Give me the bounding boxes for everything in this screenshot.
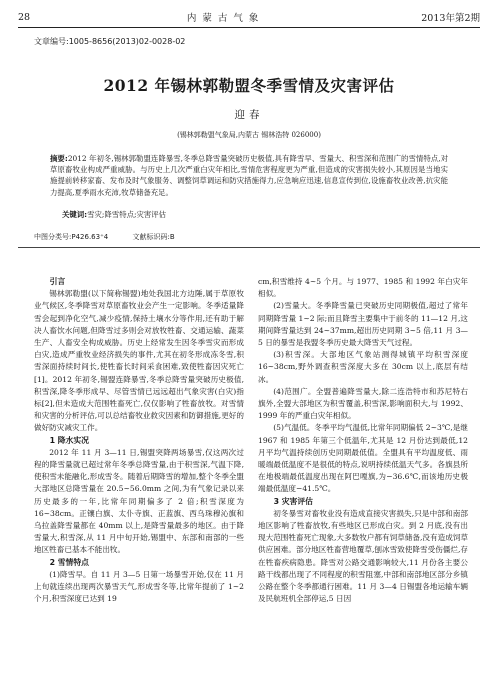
page-number: 28 xyxy=(18,11,31,23)
section-heading: 2 雪情特点 xyxy=(49,557,89,567)
left-column xyxy=(34,276,244,605)
author-name: 迎春 xyxy=(234,109,264,121)
right-column xyxy=(258,276,468,605)
keywords-label: 关键词: xyxy=(62,210,88,219)
section-rule xyxy=(18,247,480,248)
issue-label: 2013年第2期 xyxy=(421,13,480,24)
body-paragraph: (2)雪量大。冬季降雪量已突破历史同期极值,超过了常年同期降雪量 1~2 际;而且降雪主要集中于前冬的 11—12 月,这期间降雪量达到 24~37mm,超出历史同期 3~5 倍,11 月 3—5 日的暴雪是我盟冬季历史最大降雪天气过程。 xyxy=(258,301,468,348)
section-heading: 引言 xyxy=(49,277,66,286)
body-paragraph: 2012 年 11 月 3—11 日,锡盟突降两场暴雪,仅这两次过程的降雪量就已超过常年冬季总降雪量,由于积雪深,气温下降,使积雪未能融化,形成雪冬。随着后期降雪的增加,整个冬季全盟大部地区总降雪量在 20.5~56.0mm 之间,为有气象记录以来历史最多的一年,比常年同期偏多了 2 倍;积雪深度为 16~38cm。正镶白旗、太仆寺旗、正蓝旗、西乌珠穆沁旗和乌拉盖降雪量都在 40mm 以上,是降雪量最多的地区。由于降雪量大,积雪深,从 11 月中旬开始,锡盟中、东部和南部的一些地区牲畜已基本不能出牧。 xyxy=(34,447,244,555)
body-paragraph: cm,积雪维持 4~5 个月。与 1977、1985 和 1992 年白灾年相似。 xyxy=(258,277,468,299)
article-number: 文章编号:1005-8656(2013)02-0028-02 xyxy=(34,37,186,46)
body-paragraph: (1)降雪早。自 11 月 3—5 日第一场暴雪开始,仅在 11 月上旬就连续出现两次暴雪天气,形成雪冬等,比常年提前了 1~2 个月,积雪深度已达到 19 xyxy=(34,569,244,604)
clc-number: 中图分类号:P426.63⁺4 xyxy=(34,233,109,241)
abstract-text: 2012 年初冬,锡林郭勒盟连降暴雪,冬季总降雪量突破历史极值,具有降雪早、雪量大、积雪深和范围广的雪情特点,对草原畜牧业构成严重威胁。与历史上几次严重白灾年相比,雪情危害程度更为严重,但造成的灾害损失较小,其原因是当地实施提前转移家畜、发布及时气象服务、调整饲草调运和防灾措施得力,应急响应迅速,信息宣传到位,设施畜牧业改善,抗灾能力提高,夏季雨水充沛,牧草储备充足。 xyxy=(50,154,448,197)
section-heading: 1 降水实况 xyxy=(49,435,89,445)
journal-name: 内蒙古气象 xyxy=(186,13,265,24)
header-rule xyxy=(18,27,480,28)
running-header xyxy=(18,8,480,26)
abstract-label: 摘要: xyxy=(50,154,68,163)
affiliation: (锡林郭勒盟气象局,内蒙古 锡林浩特 026000) xyxy=(177,131,321,139)
section-heading: 3 灾害评估 xyxy=(273,496,313,506)
keywords xyxy=(62,209,166,220)
classification-line xyxy=(34,232,197,242)
paper-title: 2012 年锡林郭勒盟冬季雪情及灾害评估 xyxy=(103,76,395,95)
keywords-text: 雪灾;降雪特点;灾害评估 xyxy=(87,210,167,219)
body-paragraph: 初冬暴雪对畜牧业没有造成直接灾害损失,只是中部和南部地区影响了牲畜放牧,有些地区已形成白灾。到 2 月底,没有出现大范围牲畜死亡现象,大多数牧户都有饲草储备,没有造成饲草供应困难。部分地区牲畜营地覆草,刨冰雪致使降雪受伤僵烂,存在牲畜疾病隐患。降雪对公路交通影响较大,11 月份各主要公路干线都出现了不同程度的积雪阻塞,中部和南部地区部分乡镇公路在整个冬季都通行困难。11 月 3—4 日锡盟各地运输车辆及民航班机全部停运,5 日因 xyxy=(258,508,468,604)
abstract xyxy=(50,153,448,198)
body-paragraph: 锡林郭勒盟(以下简称锡盟)地处我国北方边陲,属于草原牧业气候区,冬季降雪对草原畜牧业会产生一定影响。冬季适量降雪会起到净化空气,减少疫情,保持土壤水分等作用,还有助于解决人畜饮水问题,但降雪过多则会对放牧牲畜、交通运输、蔬菜生产、人畜安全构成威胁。历史上经常发生因冬季雪灾而形成白灾,造成严重牧业经济损失的事件,尤其在初冬形成冻冬雪,积雪深面持续时间长,使牲畜长时间采食困难,致使牲畜因灾死亡[1]。2012 年初冬,锡盟连降暴雪,冬季总降雪量突破历史极值,积雪深,降冬季形成早、尽管雪情已远远超出气象灾害(白灾)指标[2],但未造成大范围牲畜死亡,仅仅影响了牲畜放牧。对雪情和灾害的分析评估,可以总结畜牧业救灾因素和防御措施,更好的做好防灾减灾工作。 xyxy=(34,289,244,433)
body-paragraph: (3)积雪深。大部地区气象站测得城镇平均积雪深度 16~38cm,野外调查积雪深度大多在 30cm 以上,底层有结冰。 xyxy=(258,350,468,384)
body-paragraph: (5)气温低。冬季平均气温低,比常年同期偏低 2~3℃,是继 1967 和 1985 年第三个低温年,尤其是 12 月份达到最低,12 月平均气温持续创历史同期最低值。全盟具有平均温度低、雨暖端最低温度不是很低的特点,说明持续低温天气多。各旗县所在地极端最低温度出现在阿巴嘎旗,为−36.6℃,而该地历史极端最低温度−41.5℃。 xyxy=(258,423,468,494)
document-code: 文献标识码:B xyxy=(132,233,175,241)
body-paragraph: (4)范围广。全盟普遍降雪量大,除二连浩特市和苏尼特右旗外,全盟大部地区为积雪覆盖,积雪深,影响面积大,与 1992、1999 年的严重白灾年相似。 xyxy=(258,386,468,421)
